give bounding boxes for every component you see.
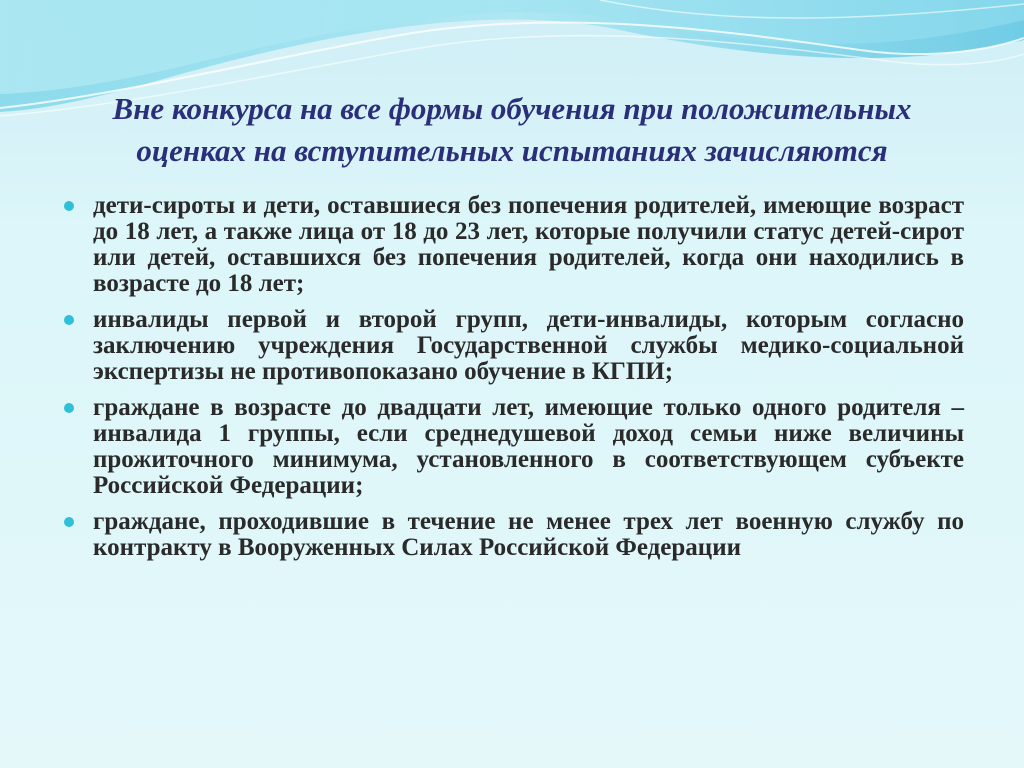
list-item: [62, 395, 964, 499]
slide-title: [40, 88, 984, 172]
list-item-text: дети-сироты и дети, оставшиеся без попечения родителей, имеющие возраст до 18 лет, а также лица от 18 до 23 лет, которые получили статус детей-сирот или детей, оставшихся без попечения родителей, когда они находились в возрасте до 18 лет;: [93, 192, 964, 297]
bullet-dot-icon: [64, 517, 74, 527]
bullet-dot-icon: [64, 201, 74, 211]
list-item-text: граждане в возрасте до двадцати лет, имеющие только одного родителя – инвалида 1 группы, если среднедушевой доход семьи ниже величины прожиточного минимума, установленного в соответствующем субъекте Российской Федерации;: [93, 394, 964, 499]
list-item: [62, 193, 964, 297]
bullet-list: [62, 193, 964, 571]
list-item: [62, 509, 964, 561]
bullet-dot-icon: [64, 315, 74, 325]
title-line-1: Вне конкурса на все формы обучения при положительных: [112, 91, 912, 126]
bullet-dot-icon: [64, 403, 74, 413]
title-line-2: оценках на вступительных испытаниях зачисляются: [136, 133, 888, 168]
list-item-text: инвалиды первой и второй групп, дети-инвалиды, которым согласно заключению учреждения Государственной службы медико-социальной экспертизы не противопоказано обучение в КГПИ;: [93, 306, 964, 385]
list-item: [62, 307, 964, 385]
list-item-text: граждане, проходившие в течение не менее трех лет военную службу по контракту в Вооруженных Силах Российской Федерации: [93, 508, 964, 561]
